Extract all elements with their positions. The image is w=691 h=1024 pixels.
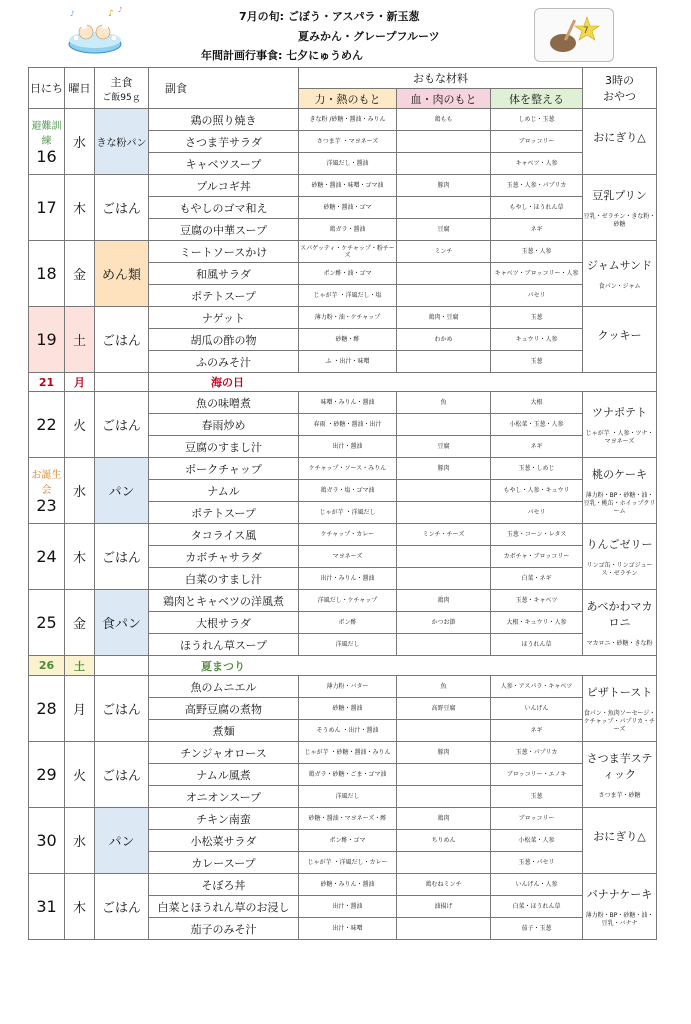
ingredient-blood <box>397 480 491 502</box>
day-of-week: 木 <box>65 524 95 590</box>
ingredient-energy: 出汁・みりん・醤油 <box>299 568 397 590</box>
ingredient-blood: 鶏むねミンチ <box>397 874 491 896</box>
ingredient-body: もやし・ほうれん草 <box>491 197 583 219</box>
ingredient-energy: ケチャップ・カレー <box>299 524 397 546</box>
ingredient-blood: ちりめん <box>397 830 491 852</box>
snack-cell <box>583 524 657 590</box>
side-dish-name: 春雨炒め <box>149 414 299 436</box>
ingredient-blood: 豚肉 <box>397 742 491 764</box>
ingredient-body: いんげん <box>491 698 583 720</box>
day-number: 19 <box>36 330 57 349</box>
ingredient-blood: 鶏肉 <box>397 590 491 612</box>
holiday-dow: 月 <box>65 373 95 392</box>
ingredient-energy: 鶏ガラ・砂糖・ごま・ゴマ油 <box>299 764 397 786</box>
ingredient-blood: ミンチ・チーズ <box>397 524 491 546</box>
ingredient-energy: 洋風だし・ケチャップ <box>299 590 397 612</box>
day-number: 17 <box>36 198 57 217</box>
snack-name: ジャムサンド <box>587 258 653 272</box>
staple-sub-label: ご飯95ｇ <box>102 92 141 103</box>
side-dish-name: チンジャオロース <box>149 742 299 764</box>
day-of-week: 土 <box>65 307 95 373</box>
ingredient-energy: ポン酢・ゴマ <box>299 830 397 852</box>
day-of-week: 木 <box>65 874 95 940</box>
ingredient-body: パセリ <box>491 502 583 524</box>
staple-food: めん類 <box>95 241 149 307</box>
side-dish-name: ナゲット <box>149 307 299 329</box>
holiday-name: 海の日 <box>149 373 657 392</box>
snack-ingredients: じゃが芋 ・人参・ツナ・マヨネーズ <box>585 429 654 445</box>
day-cell <box>29 109 65 175</box>
side-dish-name: 魚のムニエル <box>149 676 299 698</box>
ingredient-energy: ポン酢 <box>299 612 397 634</box>
ingredient-energy: 砂糖・みりん・醤油 <box>299 874 397 896</box>
day-cell <box>29 676 65 742</box>
ingredient-body: 玉葱 <box>491 786 583 808</box>
festival-row <box>29 656 657 676</box>
ingredient-energy: 鶏ガラ・塩・ゴマ油 <box>299 480 397 502</box>
day-cell <box>29 241 65 307</box>
snack-cell <box>583 458 657 524</box>
side-dish-name: そぼろ丼 <box>149 874 299 896</box>
holiday-staple-empty <box>95 373 149 392</box>
ingredient-blood: かつお節 <box>397 612 491 634</box>
ingredient-body: パセリ <box>491 285 583 307</box>
side-dish-name: キャベツスープ <box>149 153 299 175</box>
snack-name: りんごゼリー <box>586 537 653 551</box>
ingredient-energy: 砂糖・醤油・ゴマ <box>299 197 397 219</box>
side-dish-name: 高野豆腐の煮物 <box>149 698 299 720</box>
col-dow-header: 曜日 <box>65 68 95 109</box>
col-day-header: 日にち <box>29 68 65 109</box>
festival-dow: 土 <box>65 656 95 676</box>
ingredient-body: もやし・人参・キュウリ <box>491 480 583 502</box>
day-of-week: 水 <box>65 808 95 874</box>
ingredient-body: キュウリ・人参 <box>491 329 583 351</box>
ingredient-blood: 鶏肉・豆腐 <box>397 307 491 329</box>
snack-cell <box>583 808 657 874</box>
menu-row <box>29 392 657 414</box>
day-of-week: 火 <box>65 742 95 808</box>
side-dish-name: もやしのゴマ和え <box>149 197 299 219</box>
festival-staple-empty <box>95 656 149 676</box>
ingredient-blood: 豚肉 <box>397 175 491 197</box>
ingredient-body: 小松菜・玉葱・人参 <box>491 414 583 436</box>
snack-label: 3時の <box>605 74 635 87</box>
ingredient-energy: 砂糖・醤油 <box>299 698 397 720</box>
side-dish-name: ポテトスープ <box>149 285 299 307</box>
staple-food: ごはん <box>95 307 149 373</box>
ingredient-blood: 魚 <box>397 676 491 698</box>
ingredient-blood: 鶏もも <box>397 109 491 131</box>
side-dish-name: 小松菜サラダ <box>149 830 299 852</box>
ingredient-energy: 薄力粉・油・ケチャップ <box>299 307 397 329</box>
side-dish-name: 鶏肉とキャベツの洋風煮 <box>149 590 299 612</box>
day-of-week: 月 <box>65 676 95 742</box>
ingredient-body: ネギ <box>491 436 583 458</box>
snack-ingredients: リンゴ缶・リンゴジュース・ゼラチン <box>586 561 653 577</box>
ingredient-body: 玉葱・コーン・レタス <box>491 524 583 546</box>
ingredient-blood: 鶏肉 <box>397 808 491 830</box>
side-dish-name: ポテトスープ <box>149 502 299 524</box>
day-cell <box>29 874 65 940</box>
side-dish-name: カボチャサラダ <box>149 546 299 568</box>
ingredient-blood <box>397 153 491 175</box>
ingredient-blood <box>397 568 491 590</box>
day-cell <box>29 590 65 656</box>
ingredient-energy: じゃが芋 ・砂糖・醤油・みりん <box>299 742 397 764</box>
day-cell <box>29 175 65 241</box>
ingredient-energy: 出汁・味噌 <box>299 918 397 940</box>
menu-row <box>29 742 657 764</box>
side-dish-name: 白菜とほうれん草のお浸し <box>149 896 299 918</box>
snack-name: 桃のケーキ <box>592 467 648 481</box>
festival-name: 夏まつり <box>149 656 657 676</box>
day-event-label: 避難訓練 <box>31 121 62 147</box>
snack-name: さつま芋スティック <box>586 751 653 781</box>
kids-wash-illustration <box>62 4 128 58</box>
day-of-week: 金 <box>65 241 95 307</box>
side-dish-name: プルコギ丼 <box>149 175 299 197</box>
snack-ingredients: 薄力粉・BP・砂糖・油・豆乳・バナナ <box>585 911 654 927</box>
side-dish-name: 煮麺 <box>149 720 299 742</box>
ingredient-energy: 薄力粉・バター <box>299 676 397 698</box>
menu-row <box>29 458 657 480</box>
menu-row <box>29 874 657 896</box>
ingredient-energy: 鶏ガラ・醤油 <box>299 219 397 241</box>
ingredient-body: ネギ <box>491 219 583 241</box>
staple-food: ごはん <box>95 742 149 808</box>
ingredient-blood: 豆腐 <box>397 436 491 458</box>
day-number: 24 <box>36 547 57 566</box>
side-dish-name: 豆腐のすまし汁 <box>149 436 299 458</box>
ingredient-blood <box>397 502 491 524</box>
ingredient-body: 白菜・ほうれん草 <box>491 896 583 918</box>
menu-row <box>29 676 657 698</box>
svg-text:7: 7 <box>583 26 589 36</box>
day-of-week: 木 <box>65 175 95 241</box>
ingredient-body: ブロッコリー <box>491 808 583 830</box>
season-label: 7月の旬: <box>239 10 285 23</box>
ingredient-blood <box>397 918 491 940</box>
ingredient-energy: 砂糖・醤油・マヨネーズ・酢 <box>299 808 397 830</box>
day-cell <box>29 392 65 458</box>
snack-cell <box>583 307 657 373</box>
ingredient-body: 玉葱 <box>491 307 583 329</box>
snack-name: あべかわマカロニ <box>586 599 653 629</box>
cat-blood-header: 血・肉のもと <box>397 89 491 109</box>
day-of-week: 水 <box>65 458 95 524</box>
side-dish-name: 胡瓜の酢の物 <box>149 329 299 351</box>
ingredient-energy: じゃが芋 ・洋風だし <box>299 502 397 524</box>
ingredient-blood: 油揚げ <box>397 896 491 918</box>
snack-ingredients: 食パン・魚肉ソーセージ・ケチャップ・パプリカ・チーズ <box>583 709 656 733</box>
side-dish-name: 魚の味噌煮 <box>149 392 299 414</box>
day-of-week: 火 <box>65 392 95 458</box>
col-ingredients-header: おもな材料 <box>299 68 583 89</box>
ingredient-body: 茄子・玉葱 <box>491 918 583 940</box>
side-dish-name: ナムル風煮 <box>149 764 299 786</box>
ingredient-body: ほうれん草 <box>491 634 583 656</box>
festival-day: 26 <box>29 656 65 676</box>
day-number: 25 <box>36 613 57 632</box>
snack-cell <box>583 590 657 656</box>
ingredient-blood <box>397 263 491 285</box>
ingredient-energy: ポン酢・油・ゴマ <box>299 263 397 285</box>
event-value: 七夕にゅうめん <box>286 49 364 62</box>
ingredient-blood <box>397 634 491 656</box>
col-staple-header <box>95 68 149 109</box>
ingredient-body: ネギ <box>491 720 583 742</box>
day-cell <box>29 524 65 590</box>
ingredient-energy: さつま芋 ・マヨネーズ <box>299 131 397 153</box>
day-number: 18 <box>36 264 57 283</box>
side-dish-name: ナムル <box>149 480 299 502</box>
ingredient-body: キャベツ・ブロッコリー・人参 <box>491 263 583 285</box>
side-dish-name: 白菜のすまし汁 <box>149 568 299 590</box>
snack-ingredients: 薄力粉・BP・砂糖・油・豆乳・桃缶・ホイップクリーム <box>583 491 656 515</box>
ingredient-body: 大根 <box>491 392 583 414</box>
ingredient-energy: 洋風だし <box>299 634 397 656</box>
ingredient-energy: 味噌・みりん・醤油 <box>299 392 397 414</box>
menu-header <box>0 0 691 66</box>
day-number: 29 <box>36 765 57 784</box>
menu-row <box>29 175 657 197</box>
staple-food: ごはん <box>95 524 149 590</box>
snack-cell <box>583 109 657 175</box>
snack-cell <box>583 175 657 241</box>
ingredient-body: 玉葱・人参 <box>491 241 583 263</box>
day-number: 22 <box>36 415 57 434</box>
staple-food: ごはん <box>95 392 149 458</box>
snack-label-2: おやつ <box>603 90 637 103</box>
ingredient-energy: 出汁・醤油 <box>299 436 397 458</box>
side-dish-name: オニオンスープ <box>149 786 299 808</box>
staple-label: 主食 <box>110 75 133 89</box>
snack-name: ピザトースト <box>586 685 653 699</box>
holiday-day: 21 <box>29 373 65 392</box>
ingredient-body: 大根・キュウリ・人参 <box>491 612 583 634</box>
side-dish-name: 大根サラダ <box>149 612 299 634</box>
holiday-row <box>29 373 657 392</box>
day-number: 23 <box>36 496 57 515</box>
snack-ingredients: マカロニ・砂糖・きな粉 <box>586 639 653 647</box>
side-dish-name: タコライス風 <box>149 524 299 546</box>
ingredient-blood <box>397 852 491 874</box>
day-number: 28 <box>36 699 57 718</box>
ingredient-energy: マヨネーズ <box>299 546 397 568</box>
ingredient-blood <box>397 720 491 742</box>
staple-food: パン <box>95 458 149 524</box>
ingredient-blood <box>397 414 491 436</box>
snack-ingredients: 豆乳・ゼラチン・きな粉・砂糖 <box>583 212 656 228</box>
ingredient-blood <box>397 764 491 786</box>
menu-row <box>29 808 657 830</box>
day-of-week: 水 <box>65 109 95 175</box>
ingredient-body: 玉葱・パプリカ <box>491 742 583 764</box>
ingredient-body: 玉葱・しめじ <box>491 458 583 480</box>
ingredient-body: 玉葱・パセリ <box>491 852 583 874</box>
ingredient-energy: 春雨 ・砂糖・醤油・出汁 <box>299 414 397 436</box>
ingredient-blood <box>397 131 491 153</box>
day-cell <box>29 307 65 373</box>
ingredient-energy: じゃが芋 ・洋風だし・塩 <box>299 285 397 307</box>
season-line2: 夏みかん・グレープフルーツ <box>298 30 440 43</box>
ingredient-energy: 出汁・醤油 <box>299 896 397 918</box>
menu-row <box>29 590 657 612</box>
ingredient-blood: わかめ <box>397 329 491 351</box>
staple-food: パン <box>95 808 149 874</box>
day-number: 31 <box>36 897 57 916</box>
col-snack-header <box>583 68 657 109</box>
ingredient-body: 玉葱 <box>491 351 583 373</box>
cat-body-header: 体を整える <box>491 89 583 109</box>
ingredient-energy: じゃが芋 ・洋風だし・カレー <box>299 852 397 874</box>
snack-name: ツナポテト <box>592 405 648 419</box>
ingredient-body: キャベツ・人参 <box>491 153 583 175</box>
side-dish-name: 和風サラダ <box>149 263 299 285</box>
ingredient-energy: 洋風だし <box>299 786 397 808</box>
day-cell <box>29 458 65 524</box>
ingredient-blood <box>397 197 491 219</box>
ingredient-blood: ミンチ <box>397 241 491 263</box>
ingredient-blood <box>397 351 491 373</box>
ingredient-body: 玉葱・人参・パプリカ <box>491 175 583 197</box>
side-dish-name: ミートソースかけ <box>149 241 299 263</box>
ingredient-body: 白菜・ネギ <box>491 568 583 590</box>
staple-food: ごはん <box>95 874 149 940</box>
ingredient-body: カボチャ・ブロッコリー <box>491 546 583 568</box>
menu-table <box>28 67 657 940</box>
ingredient-energy: きな粉 /砂糖・醤油・みりん <box>299 109 397 131</box>
svg-text:♪: ♪ <box>118 6 123 14</box>
svg-text:♪: ♪ <box>108 9 114 19</box>
ingredient-body: 人参・アスパラ・キャベツ <box>491 676 583 698</box>
ingredient-blood: 高野豆腐 <box>397 698 491 720</box>
snack-name: おにぎり△ <box>593 130 646 144</box>
season-line1: ごぼう・アスパラ・新玉葱 <box>287 10 420 23</box>
ingredient-energy: ふ ・出汁・味噌 <box>299 351 397 373</box>
side-dish-name: チキン南蛮 <box>149 808 299 830</box>
ingredient-blood <box>397 546 491 568</box>
day-of-week: 金 <box>65 590 95 656</box>
snack-name: 豆乳プリン <box>592 188 647 202</box>
ingredient-body: いんげん・人参 <box>491 874 583 896</box>
ingredient-energy: ケチャップ・ソース・みりん <box>299 458 397 480</box>
ingredient-blood <box>397 285 491 307</box>
ingredient-energy: 洋風だし・醤油 <box>299 153 397 175</box>
day-event-label: お誕生会 <box>31 470 62 496</box>
ingredient-energy: そうめん ・出汁・醤油 <box>299 720 397 742</box>
staple-food: きな粉パン <box>95 109 149 175</box>
snack-name: クッキー <box>597 328 642 342</box>
ingredient-body: 玉葱・キャベツ <box>491 590 583 612</box>
ingredient-energy: 砂糖・酢 <box>299 329 397 351</box>
menu-body <box>29 109 657 940</box>
ingredient-body: ブロッコリー・エノキ <box>491 764 583 786</box>
ingredient-blood: 魚 <box>397 392 491 414</box>
snack-cell <box>583 742 657 808</box>
snack-name: バナナケーキ <box>586 887 653 901</box>
side-dish-name: 茄子のみそ汁 <box>149 918 299 940</box>
day-cell <box>29 742 65 808</box>
ingredient-blood: 豆腐 <box>397 219 491 241</box>
day-number: 30 <box>36 831 57 850</box>
snack-cell <box>583 392 657 458</box>
side-dish-name: ポークチャップ <box>149 458 299 480</box>
day-cell <box>29 808 65 874</box>
side-dish-name: さつま芋サラダ <box>149 131 299 153</box>
ingredient-body: しめじ・玉葱 <box>491 109 583 131</box>
ingredient-body: 小松菜・人参 <box>491 830 583 852</box>
event-label: 年間計画行事食: <box>201 49 283 62</box>
staple-food: ごはん <box>95 175 149 241</box>
col-side-header: 副食 <box>149 68 299 109</box>
side-dish-name: ほうれん草スープ <box>149 634 299 656</box>
side-dish-name: 豆腐の中華スープ <box>149 219 299 241</box>
menu-row <box>29 241 657 263</box>
snack-cell <box>583 676 657 742</box>
menu-row <box>29 307 657 329</box>
staple-food: 食パン <box>95 590 149 656</box>
ingredient-blood <box>397 786 491 808</box>
snack-cell <box>583 874 657 940</box>
menu-row <box>29 109 657 131</box>
ingredient-energy: スパゲッティ・ケチャップ・粉チーズ <box>299 241 397 263</box>
ingredient-body: ブロッコリー <box>491 131 583 153</box>
svg-text:♪: ♪ <box>70 10 75 18</box>
snack-ingredients: 食パン・ジャム <box>598 282 641 290</box>
menu-row <box>29 524 657 546</box>
cat-energy-header: 力・熱のもと <box>299 89 397 109</box>
side-dish-name: ふのみそ汁 <box>149 351 299 373</box>
staple-food: ごはん <box>95 676 149 742</box>
side-dish-name: カレースープ <box>149 852 299 874</box>
side-dish-name: 鶏の照り焼き <box>149 109 299 131</box>
ingredient-energy: 砂糖・醤油・味噌・ゴマ油 <box>299 175 397 197</box>
snack-cell <box>583 241 657 307</box>
day-number: 16 <box>36 147 57 166</box>
snack-ingredients: さつま芋・砂糖 <box>598 791 641 799</box>
snack-name: おにぎり△ <box>593 829 646 843</box>
ingredient-blood: 豚肉 <box>397 458 491 480</box>
tanabata-illustration <box>534 8 614 62</box>
